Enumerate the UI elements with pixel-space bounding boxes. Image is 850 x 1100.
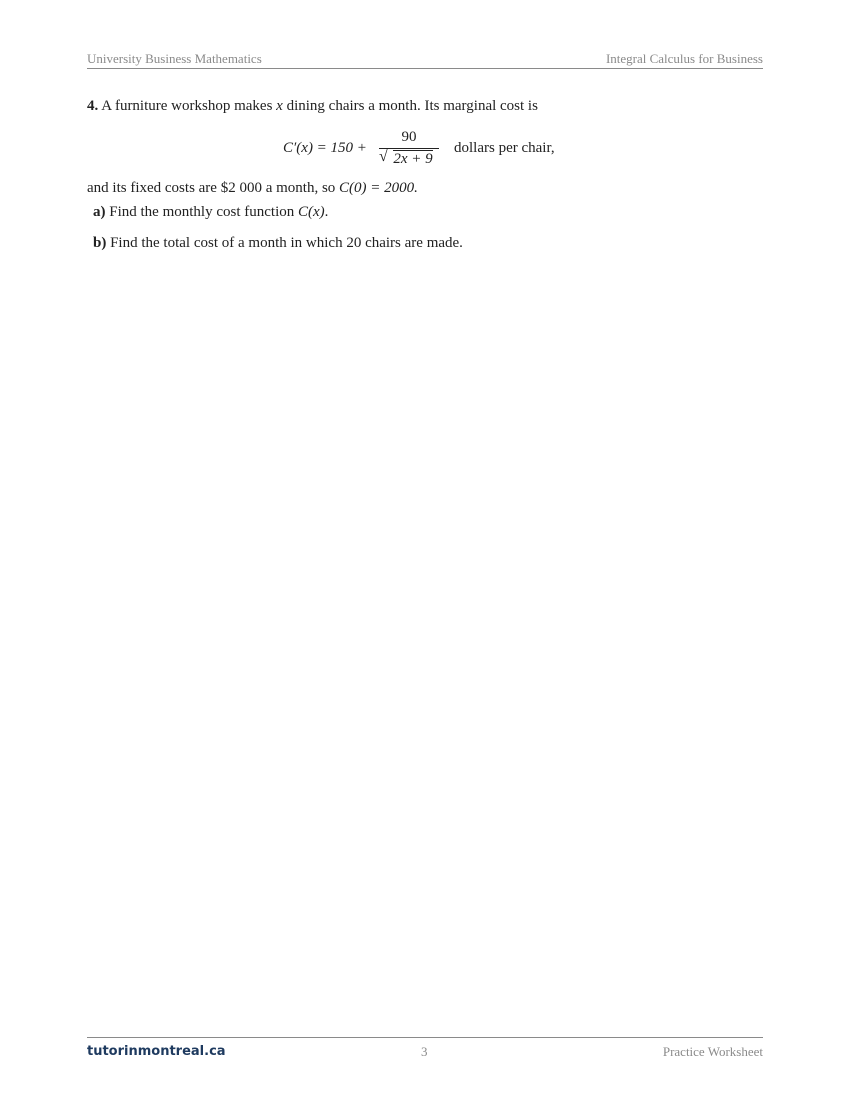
part-a: [93, 204, 328, 221]
problem-statement: [87, 98, 538, 115]
fixed-costs-line: [87, 180, 418, 197]
sqrt-radicand: 2x + 9: [393, 151, 433, 167]
equation-lhs: C′(x) = 150 +: [283, 140, 367, 156]
footer-worksheet-label: Practice Worksheet: [662, 1044, 763, 1059]
part-a-period: .: [324, 204, 329, 220]
fraction-numerator: 90: [401, 129, 417, 145]
part-b-text: Find the total cost of a month in which 20 chairs are made.: [110, 235, 463, 251]
part-b-label: b): [93, 235, 107, 251]
fraction-denominator: [379, 150, 439, 168]
page-header: [87, 50, 763, 69]
part-a-text: Find the monthly cost function: [109, 204, 295, 220]
part-a-label: a): [93, 204, 106, 220]
footer-website: tutorinmontreal.ca: [87, 1044, 226, 1059]
problem-intro-start: A furniture workshop makes: [101, 98, 273, 114]
page-footer: [87, 1037, 763, 1062]
fixed-costs-text: and its fixed costs are $2 000 a month, so: [87, 180, 336, 196]
part-b: [93, 235, 463, 252]
equation-fraction: [379, 128, 439, 168]
header-course-title: University Business Mathematics: [87, 51, 262, 66]
footer-page-number: 3: [421, 1044, 428, 1059]
fixed-costs-math: C(0) = 2000.: [339, 180, 418, 196]
fraction-bar: [379, 148, 439, 149]
header-topic-title: Integral Calculus for Business: [605, 51, 763, 66]
equation-units: dollars per chair,: [454, 140, 555, 156]
problem-number: 4.: [87, 98, 99, 114]
variable-x: x: [276, 98, 283, 114]
part-a-math: C(x): [298, 204, 325, 220]
sqrt-icon: √: [379, 148, 388, 165]
problem-intro-end: dining chairs a month. Its marginal cost is: [286, 98, 538, 114]
